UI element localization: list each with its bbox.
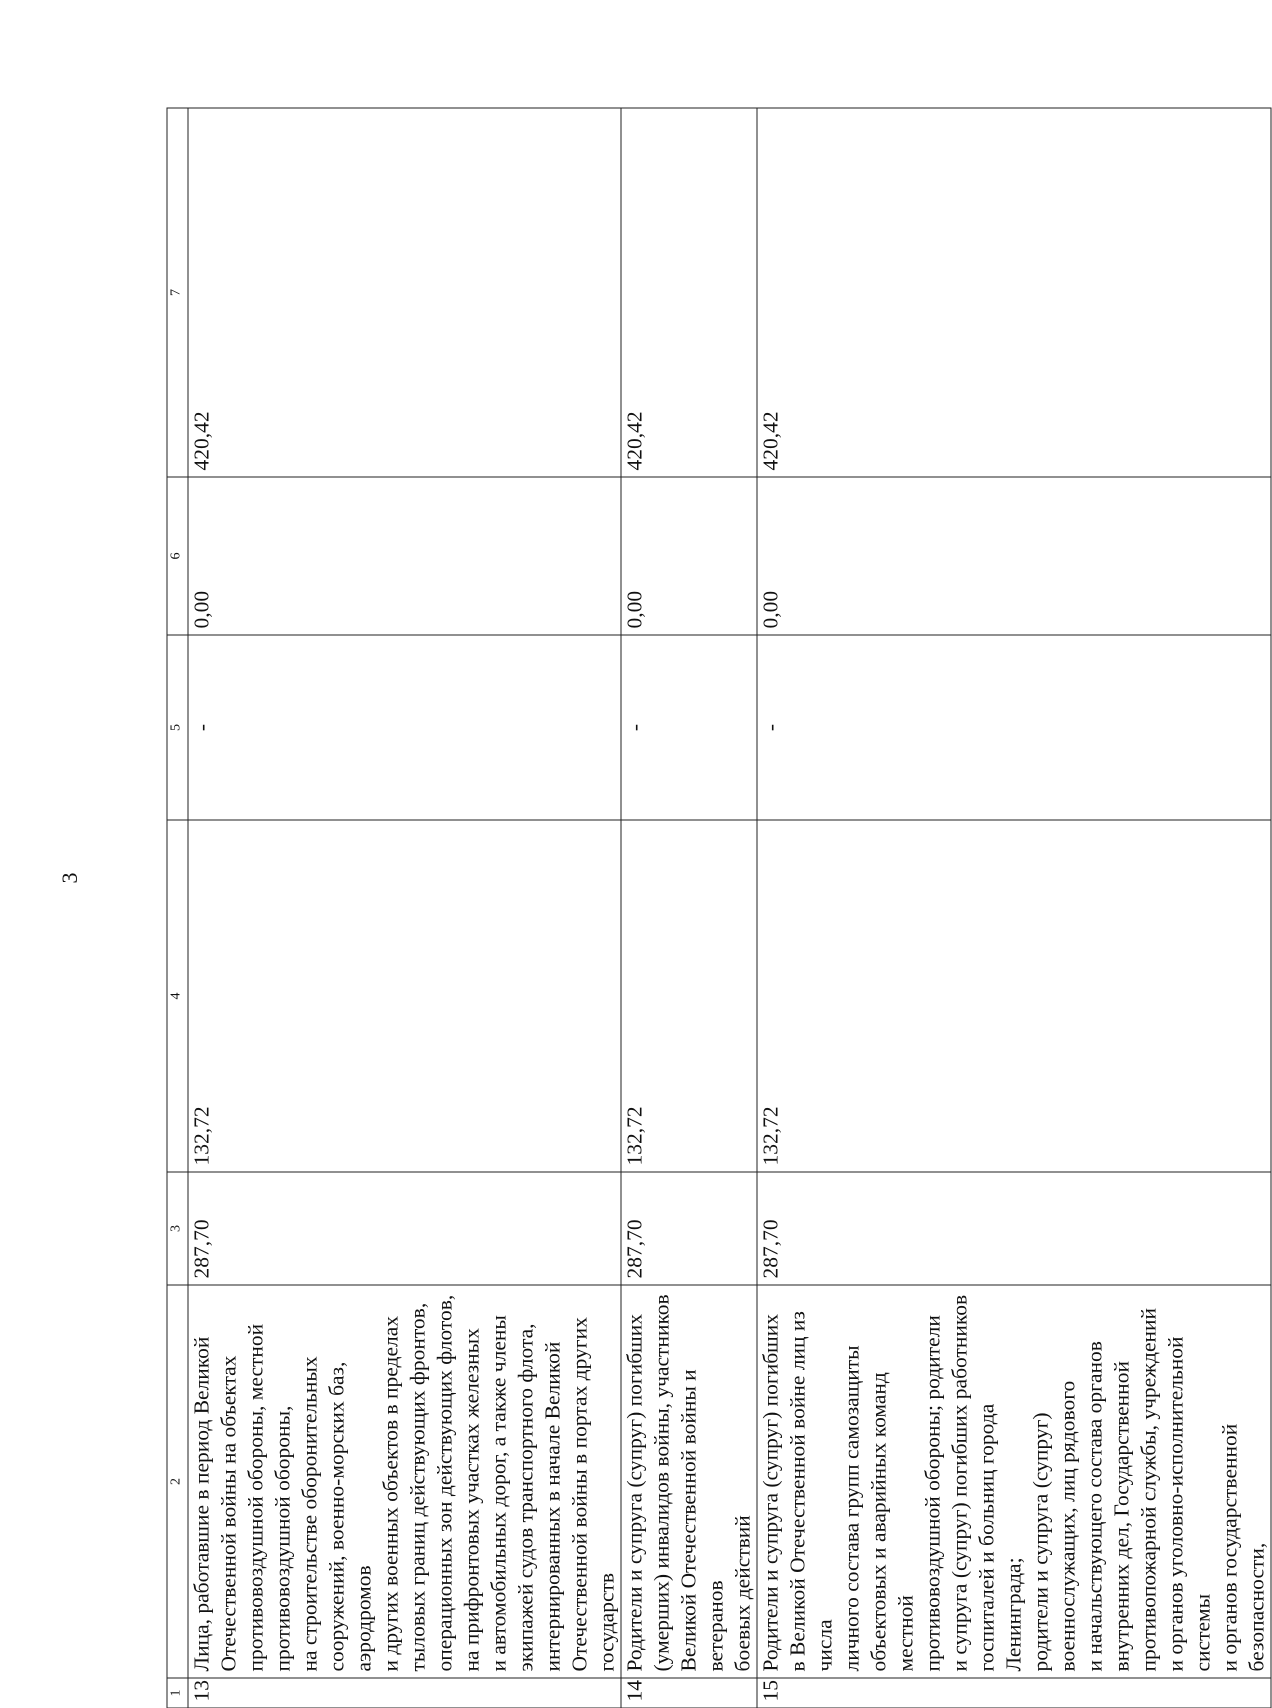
row-number: 14 <box>621 1678 757 1708</box>
row-number: 13 <box>188 1678 621 1708</box>
cell-col6: 0,00 <box>188 477 621 635</box>
header-cell-2: 2 <box>167 1285 188 1678</box>
header-cell-5: 5 <box>167 635 188 820</box>
cell-col6: 0,00 <box>757 477 1271 635</box>
cell-col7: 420,42 <box>188 108 621 477</box>
table-header-row <box>167 108 188 1708</box>
cell-col3: 287,70 <box>757 1172 1271 1285</box>
header-cell-7: 7 <box>167 108 188 477</box>
row-description: Лица, работавшие в период Великой Отечественной войны на объектах противовоздушной обороны, местной противовоздушной обороны, на строительстве оборонительных сооружений, военно-морских баз, аэродромов и других военных объектов в пределах тыловых границ действующих фронтов, операционных зон действующих флотов, на прифронтовых участках железных и автомобильных дорог, а также члены экипажей судов транспортного флота, интернированных в начале Великой Отечественной войны в портах других государств <box>188 1285 621 1678</box>
cell-col4: 132,72 <box>188 820 621 1172</box>
row-description: Родители и супруга (супруг) погибших в Великой Отечественной войне лиц из числа личного состава групп самозащиты объектовых и аварийных команд местной противовоздушной обороны; родители и супруга (супруг) погибших работников госпиталей и больниц города Ленинграда; родители и супруга (супруг) военнослужащих, лиц рядового и начальствующего состава органов внутренних дел, Государственной противопожарной службы, учреждений и органов уголовно-исполнительной системы и органов государственной безопасности, <box>757 1285 1271 1678</box>
header-cell-4: 4 <box>167 820 188 1172</box>
table-row <box>757 108 1271 1708</box>
row-description: Родители и супруга (супруг) погибших (умерших) инвалидов войны, участников Великой Отечественной войны и ветеранов боевых действий <box>621 1285 757 1678</box>
header-cell-1: 1 <box>167 1678 188 1708</box>
benefits-table <box>167 107 1272 1708</box>
cell-col3: 287,70 <box>188 1172 621 1285</box>
table-row <box>621 108 757 1708</box>
cell-col4: 132,72 <box>757 820 1271 1172</box>
rotated-table-container <box>167 108 1269 1708</box>
header-cell-6: 6 <box>167 477 188 635</box>
cell-col7: 420,42 <box>621 108 757 477</box>
cell-col5: - <box>188 635 621 820</box>
page-number: 3 <box>57 872 82 884</box>
cell-col3: 287,70 <box>621 1172 757 1285</box>
cell-col6: 0,00 <box>621 477 757 635</box>
cell-col5: - <box>621 635 757 820</box>
row-number: 15 <box>757 1678 1271 1708</box>
table-row <box>188 108 621 1708</box>
header-cell-3: 3 <box>167 1172 188 1285</box>
cell-col4: 132,72 <box>621 820 757 1172</box>
cell-col7: 420,42 <box>757 108 1271 477</box>
cell-col5: - <box>757 635 1271 820</box>
